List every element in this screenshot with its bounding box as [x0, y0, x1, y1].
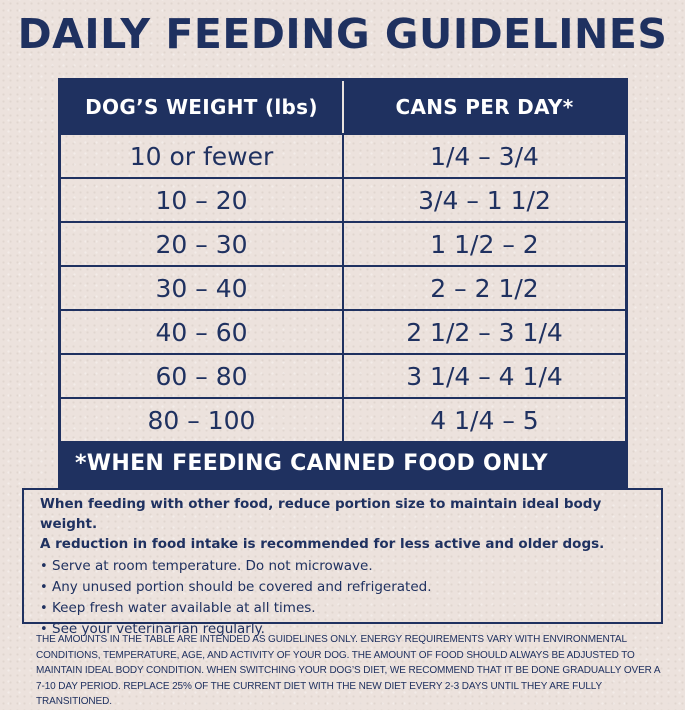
header-dog-weight: DOG’S WEIGHT (lbs): [85, 95, 318, 119]
list-item-text: See your veterinarian regularly.: [52, 621, 265, 637]
list-item-text: Serve at room temperature. Do not microwave.: [52, 558, 373, 574]
list-item-text: Any unused portion should be covered and refrigerated.: [52, 579, 432, 595]
notes-lead-line: A reduction in food intake is recommended for less active and older dogs.: [40, 536, 605, 552]
notes-list: [40, 556, 645, 640]
notes-lead-line: When feeding with other food, reduce portion size to maintain ideal body weight.: [40, 496, 602, 532]
cans-cell: 4 1/4 – 5: [342, 399, 625, 441]
list-item: [40, 577, 645, 598]
table-footnote: *WHEN FEEDING CANNED FOOD ONLY: [61, 441, 625, 485]
list-item-text: Keep fresh water available at all times.: [52, 600, 316, 616]
cans-cell: 1 1/2 – 2: [342, 223, 625, 265]
cans-cell: 1/4 – 3/4: [342, 135, 625, 177]
page-title: DAILY FEEDING GUIDELINES: [17, 10, 668, 58]
table-row: [61, 177, 625, 221]
table-header: [61, 81, 625, 133]
cans-cell: 2 1/2 – 3 1/4: [342, 311, 625, 353]
cans-cell: 3/4 – 1 1/2: [342, 179, 625, 221]
table-row: [61, 353, 625, 397]
weight-cell: 10 or fewer: [129, 141, 274, 171]
weight-cell: 20 – 30: [155, 229, 248, 259]
table-row: [61, 133, 625, 177]
header-cans-per-day: CANS PER DAY*: [342, 81, 625, 133]
table-row: [61, 309, 625, 353]
table-row: [61, 221, 625, 265]
list-item: [40, 556, 645, 577]
feeding-notes-box: [22, 488, 663, 637]
fine-print: THE AMOUNTS IN THE TABLE ARE INTENDED AS GUIDELINES ONLY. ENERGY REQUIREMENTS VARY WITH ENVIRONMENTAL CONDITIONS, TEMPERATURE, AGE, AND ACTIVITY OF YOUR DOG. THE AMOUNT OF FOOD SHOULD ALWAYS BE ADJUSTED TO MAINTAIN IDEAL BODY CONDITION. WHEN SWITCHING YOUR DOG’S DIET, WE RECOMMEND THAT IT BE DONE GRADUALLY OVER A 7-10 DAY PERIOD. REPLACE 25% OF THE CURRENT DIET WITH THE NEW DIET EVERY 2-3 DAYS UNTIL THEY ARE FULLY TRANSITIONED.: [36, 634, 660, 707]
table-row: [61, 265, 625, 309]
feeding-table: [58, 78, 628, 488]
bullet-icon: •: [40, 622, 48, 637]
bullet-icon: •: [40, 601, 48, 616]
bullet-icon: •: [40, 580, 48, 595]
cans-cell: 2 – 2 1/2: [342, 267, 625, 309]
table-row: [61, 397, 625, 441]
bullet-icon: •: [40, 559, 48, 574]
list-item: [40, 598, 645, 619]
weight-cell: 10 – 20: [155, 185, 248, 215]
weight-cell: 40 – 60: [155, 317, 248, 347]
weight-cell: 60 – 80: [155, 361, 248, 391]
weight-cell: 80 – 100: [147, 405, 256, 435]
weight-cell: 30 – 40: [155, 273, 248, 303]
cans-cell: 3 1/4 – 4 1/4: [342, 355, 625, 397]
